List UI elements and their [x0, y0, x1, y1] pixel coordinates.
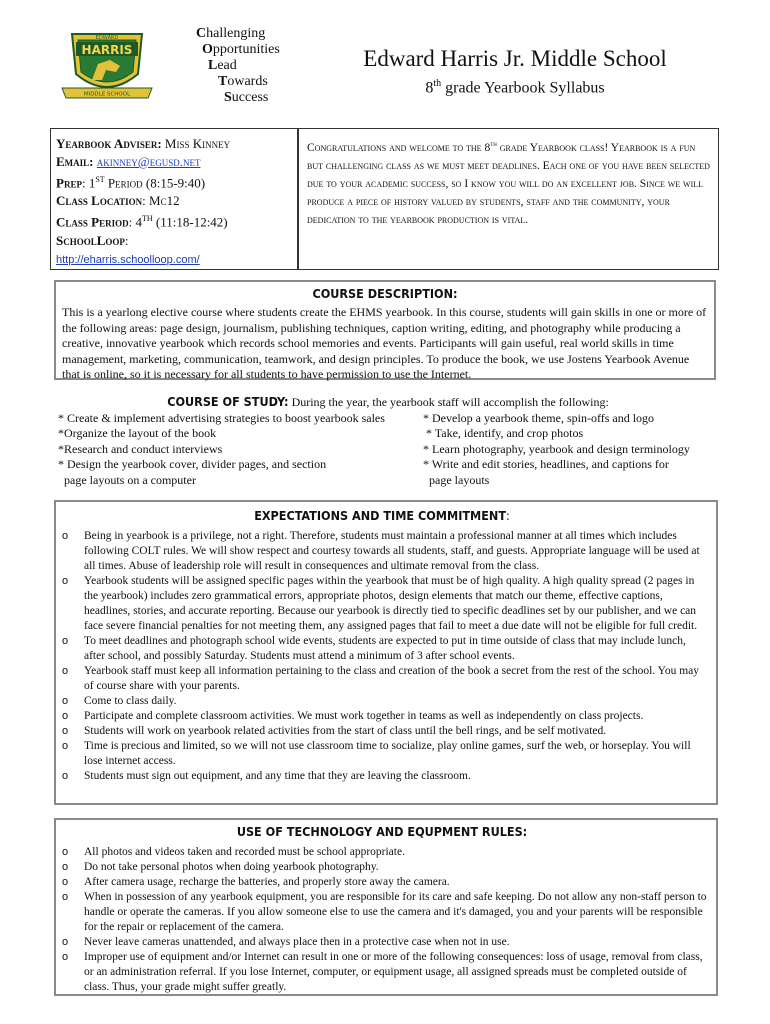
list-item: o Do not take personal photos when doing yearbook photography. — [62, 861, 379, 873]
period-line: Class Period: 4TH (11:18-12:42) — [56, 214, 228, 230]
adviser-line: Yearbook Adviser: Miss Kinney — [56, 136, 231, 151]
list-item: o Yearbook staff must keep all information pertaining to the class and creation of the book a secret from the rest of the school. You may of course share with your parents. — [62, 665, 699, 692]
list-item: * Take, identify, and crop photos — [423, 426, 584, 440]
course-of-study-heading: COURSE OF STUDY: During the year, the yearbook staff will accomplish the following: — [167, 394, 609, 409]
study-list-right — [423, 411, 718, 489]
bullet-icon: o — [62, 861, 69, 873]
bullet-icon: o — [62, 951, 69, 963]
list-item: o All photos and videos taken and recorded must be school appropriate. — [62, 846, 405, 858]
technology-rules-section — [54, 818, 718, 996]
list-item: o Yearbook students will be assigned specific pages within the yearbook that must be of high quality. A high quality spread (2 pages in the yearbook) includes zero grammatical errors, appropriate photos, design elements that match our theme, effective captions, headlines, stories, and accurate reporting. Because our yearbook is directly tied to specific deadlines set by our publisher, and we can face severe financial penalties for not meeting them, any assigned pages that fail to meet a due date will not be eligible for full credit. — [62, 575, 698, 632]
schoolloop-line: SchoolLoop: — [56, 232, 129, 248]
bullet-icon: o — [62, 710, 69, 722]
motto-line: Opportunities — [202, 42, 280, 57]
list-item: page layouts on a computer — [58, 472, 196, 487]
email-line: Email: akinney@egusd.net — [56, 154, 201, 169]
motto-line: Lead — [208, 58, 237, 73]
list-item: o Never leave cameras unattended, and always place then in a protective case when not in use. — [62, 936, 510, 948]
motto — [196, 26, 280, 106]
bullet-icon: o — [62, 665, 69, 677]
crest-icon — [58, 28, 156, 108]
list-item: o Time is precious and limited, so we will not use classroom time to socialize, play online games, surf the web, or horseplay. You will lose internet access. — [62, 740, 691, 767]
technology-rules-heading: USE OF TECHNOLOGY AND EQUPMENT RULES: — [236, 824, 528, 839]
list-item: o When in possession of any yearbook equipment, you are responsible for its care and safe keeping. Do not allow any non-staff person to handle or operate the cameras. If you allow someone else to use the camera and it's damaged, you and your parents will be responsible for the repair or replacement of the camera. — [62, 891, 707, 933]
list-item: o Improper use of equipment and/or Internet can result in one or more of the following consequences: loss of usage, removal from class, or an administration referral. If you lose Internet, computer, or equipment usage, all assigned spreads must be completed outside of class. Thus, your grade might suffer greatly. — [62, 951, 703, 993]
bullet-icon: o — [62, 770, 69, 782]
email-link[interactable]: akinney@egusd.net — [96, 154, 201, 169]
logo-banner-text: MIDDLE SCHOOL — [83, 91, 131, 98]
list-item: * Learn photography, yearbook and design terminology — [423, 441, 690, 456]
page-subtitle: 8th grade Yearbook Syllabus — [425, 78, 605, 97]
study-list-left — [58, 411, 423, 489]
school-crest-logo — [58, 28, 156, 108]
expectations-section — [54, 500, 718, 805]
list-item: o Come to class daily. — [62, 695, 177, 707]
list-item: o After camera usage, recharge the batteries, and properly store away the camera. — [62, 876, 450, 888]
motto-line: Success — [224, 90, 269, 105]
course-description-body: This is a yearlong elective course where students create the EHMS yearbook. In this course, students will gain skills in one or more of the following areas: page design, journalism, publishing techniques, caption writing, editing, and photography while producing a creative, innovative yearbook which records school memories and events. Participants will gain useful, real world skills in time management, marketing, communication, teamwork, and design principles. To produce the book, we use Jostens Yearbook Avenue that is online, so it is necessary for all students to have permission to use the Internet. — [62, 305, 707, 381]
logo-top-text: EDWARD — [95, 35, 119, 41]
logo-name: HARRIS — [81, 43, 133, 57]
bullet-icon: o — [62, 936, 69, 948]
prep-line: Prep: 1ST Period (8:15-9:40) — [56, 175, 206, 191]
course-description-section — [54, 280, 716, 380]
bullet-icon: o — [62, 575, 69, 587]
list-item: * Create & implement advertising strategies to boost yearbook sales — [58, 410, 385, 425]
adviser-info-box — [50, 128, 298, 270]
schoolloop-link[interactable]: http://eharris.schoolloop.com/ — [56, 253, 200, 266]
bullet-icon: o — [62, 635, 69, 647]
list-item: o Students will work on yearbook related activities from the start of class until the bell rings, and be self motivated. — [62, 725, 607, 737]
bullet-icon: o — [62, 846, 69, 858]
list-item: *Research and conduct interviews — [58, 441, 223, 456]
list-item: o Participate and complete classroom activities. We must work together in teams as well as independently on class projects. — [62, 710, 644, 722]
bullet-icon: o — [62, 725, 69, 737]
list-item: page layouts — [423, 472, 490, 487]
list-item: * Write and edit stories, headlines, and captions for — [423, 457, 669, 471]
expectations-heading: EXPECTATIONS AND TIME COMMITMENT: — [254, 508, 510, 523]
list-item: *Organize the layout of the book — [58, 426, 217, 440]
list-item: * Develop a yearbook theme, spin-offs and logo — [423, 410, 655, 425]
bullet-icon: o — [62, 740, 69, 752]
list-item: o Being in yearbook is a privilege, not a right. Therefore, students must maintain a professional manner at all times which includes following COLT rules. We will show respect and courtesy towards all students, staff, and guests. Appropriate language will be used at all times. Abuse of leadership role will result in consequences and ultimate removal from the class. — [62, 530, 700, 572]
bullet-icon: o — [62, 530, 69, 542]
page-title: Edward Harris Jr. Middle School — [363, 46, 667, 71]
list-item: o Students must sign out equipment, and any time that they are leaving the classroom. — [62, 770, 471, 782]
location-line: Class Location: Mc12 — [56, 193, 180, 209]
list-item: * Design the yearbook cover, divider pages, and section — [58, 457, 327, 471]
welcome-message: Congratulations and welcome to the 8th grade Yearbook class! Yearbook is a fun but challenging class as we must meet deadlines. Each one of you have been selected due to your academic success, so I know you will do an excellent job. Since we will produce a piece of history valued by students, staff and the community, your dedication to the yearbook production is vital. — [298, 128, 719, 270]
course-of-study-section — [58, 394, 718, 488]
bullet-icon: o — [62, 695, 69, 707]
motto-line: Towards — [218, 74, 268, 89]
course-description-heading: COURSE DESCRIPTION: — [312, 286, 458, 301]
bullet-icon: o — [62, 891, 69, 903]
bullet-icon: o — [62, 876, 69, 888]
list-item: o To meet deadlines and photograph school wide events, students are expected to put in time outside of class that may include lunch, after school, and possibly Saturday. Students must attend a minimum of 3 after school events. — [62, 635, 686, 662]
motto-line: Challenging — [196, 26, 266, 41]
